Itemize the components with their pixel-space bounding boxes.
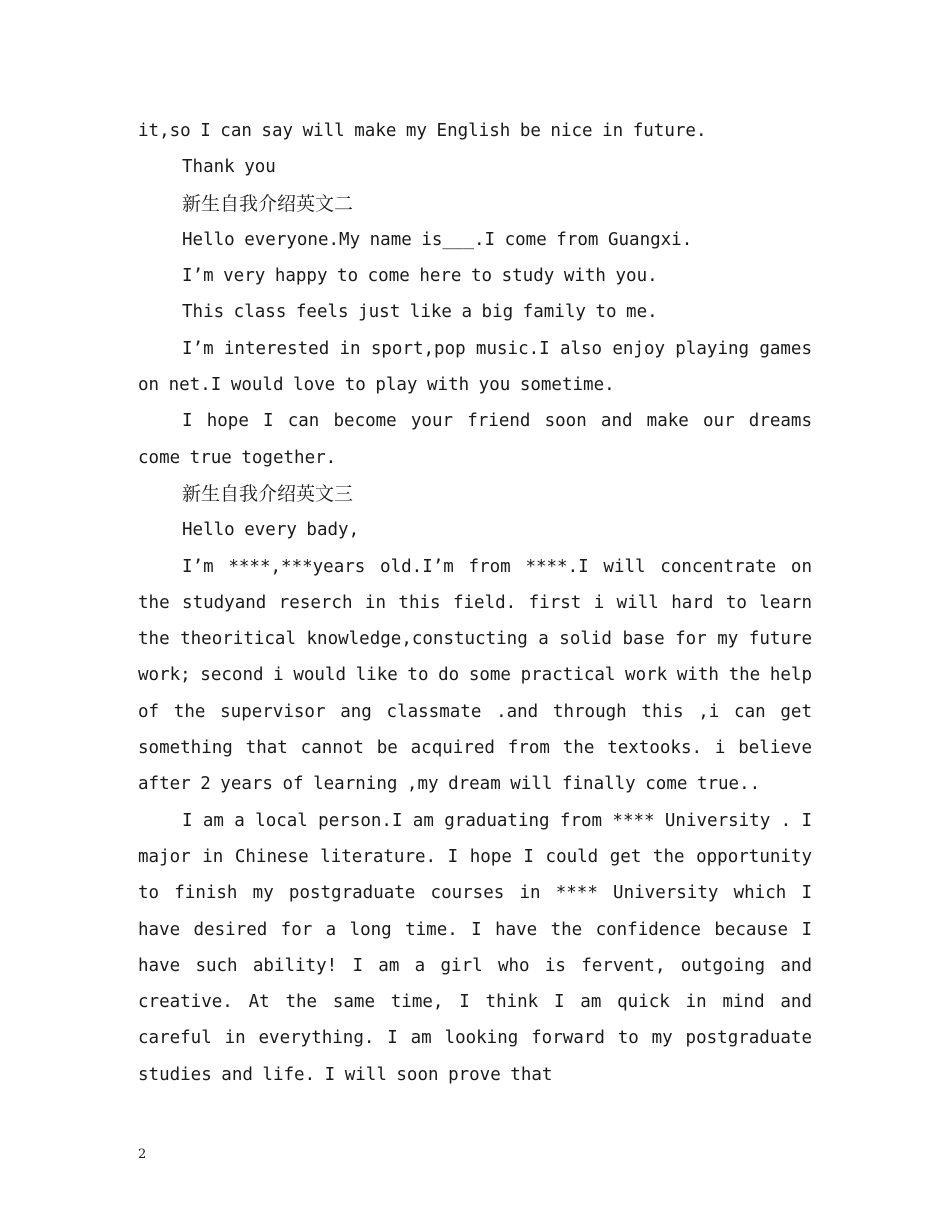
page-number: 2 <box>138 1147 147 1162</box>
paragraph: I’m very happy to come here to study with you. <box>182 266 658 287</box>
paragraph: I am a local person.I am graduating from **** University . I major in Chinese literature. I hope I could get the opportunity to finish my postgraduate courses in **** University which I have desired for a long time. I have the confidence because I have such ability! I am a girl who is fervent, outgoing and creative. At the same time, I think I am quick in mind and careful in everything. I am looking forward to my postgraduate studies and life. I will soon prove that <box>138 810 812 1085</box>
paragraph: it,so I can say will make my English be nice in future. <box>138 121 707 141</box>
paragraph: Hello every bady, <box>182 520 360 541</box>
paragraph: Hello everyone.My name is___.I come from Guangxi. <box>182 229 693 250</box>
paragraph: I’m interested in sport,pop music.I also enjoy playing games on net.I would love to play with you sometime. <box>138 338 812 396</box>
paragraph: Thank you <box>182 157 276 178</box>
document-body <box>138 113 812 1093</box>
paragraph: I hope I can become your friend soon and make our dreams come true together. <box>138 411 812 468</box>
section-heading: 新生自我介绍英文三 <box>182 482 354 505</box>
section-heading: 新生自我介绍英文二 <box>182 192 354 215</box>
paragraph: This class feels just like a big family to me. <box>182 302 658 323</box>
paragraph: I’m ****,***years old.I’m from ****.I will concentrate on the studyand reserch in this field. first i will hard to learn the theoritical knowledge,constucting a solid base for my future work; second i would like to do some practical work with the help of the supervisor ang classmate .and through this ,i can get something that cannot be acquired from the textooks. i believe after 2 years of learning ,my dream will finally come true.. <box>138 556 812 795</box>
